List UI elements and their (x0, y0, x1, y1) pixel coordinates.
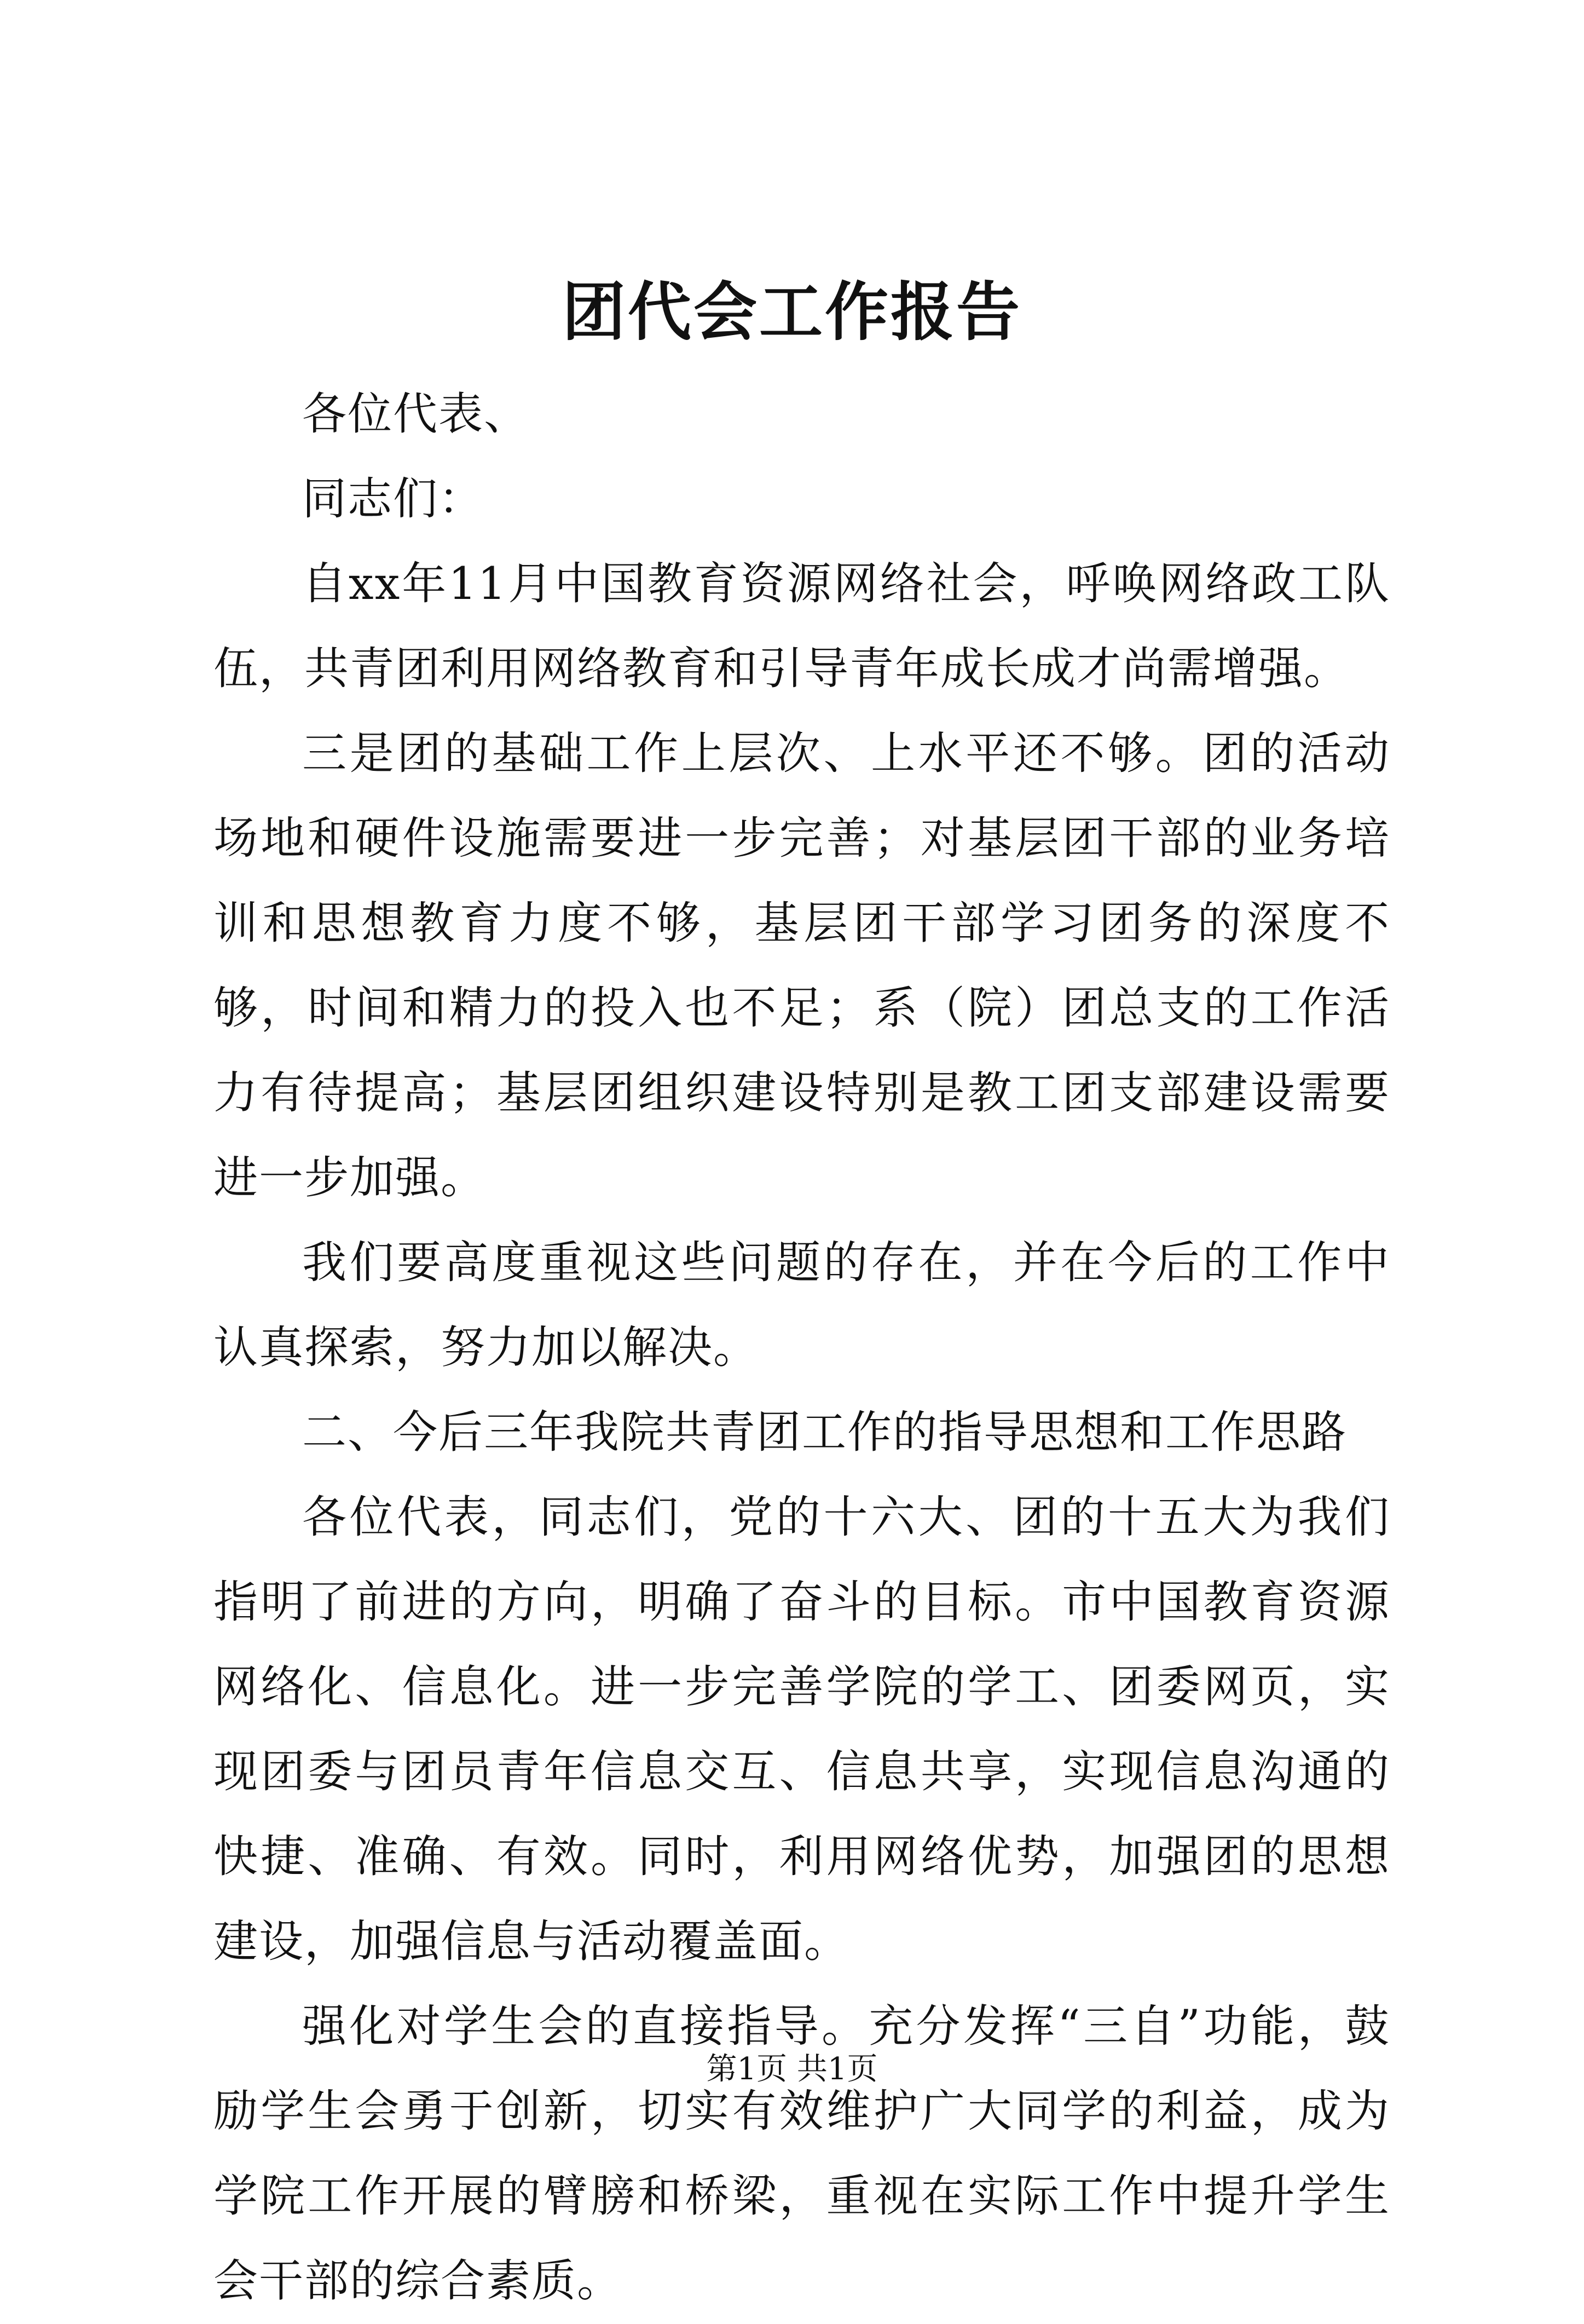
page-footer: 第1页 共1页 (706, 2051, 878, 2087)
section-heading: 二、今后三年我院共青团工作的指导思想和工作思路 (302, 1407, 1348, 1458)
paragraph-salutation-1: 各位代表、 (302, 389, 530, 440)
document-body (213, 372, 1390, 2324)
paragraph: 三是团的基础工作上层次、上水平还不够。团的活动场地和硬件设施需要进一步完善；对基层团干部的业务培训和思想教育力度不够，基层团干部学习团务的深度不够，时间和精力的投入也不足；系（院）团总支的工作活力有待提高；基层团组织建设特别是教工团支部建设需要进一步加强。 (213, 728, 1390, 1204)
paragraph: 各位代表，同志们，党的十六大、团的十五大为我们指明了前进的方向，明确了奋斗的目标。市中国教育资源网络化、信息化。进一步完善学院的学工、团委网页，实现团委与团员青年信息交互、信息共享，实现信息沟通的快捷、准确、有效。同时，利用网络优势，加强团的思想建设，加强信息与活动覆盖面。 (213, 1492, 1390, 1968)
paragraph: 强化对学生会的直接指导。充分发挥“三自”功能，鼓励学生会勇于创新，切实有效维护广大同学的利益，成为学院工作开展的臂膀和桥梁，重视在实际工作中提升学生会干部的综合素质。 (213, 2001, 1390, 2307)
paragraph-salutation-2: 同志们： (302, 474, 484, 525)
document-title: 团代会工作报告 (562, 275, 1022, 349)
paragraph: 我们要高度重视这些问题的存在，并在今后的工作中认真探索，努力加以解决。 (213, 1237, 1390, 1374)
paragraph: 自xx年11月中国教育资源网络社会，呼唤网络政工队伍，共青团利用网络教育和引导青年成长成才尚需增强。 (213, 558, 1390, 695)
